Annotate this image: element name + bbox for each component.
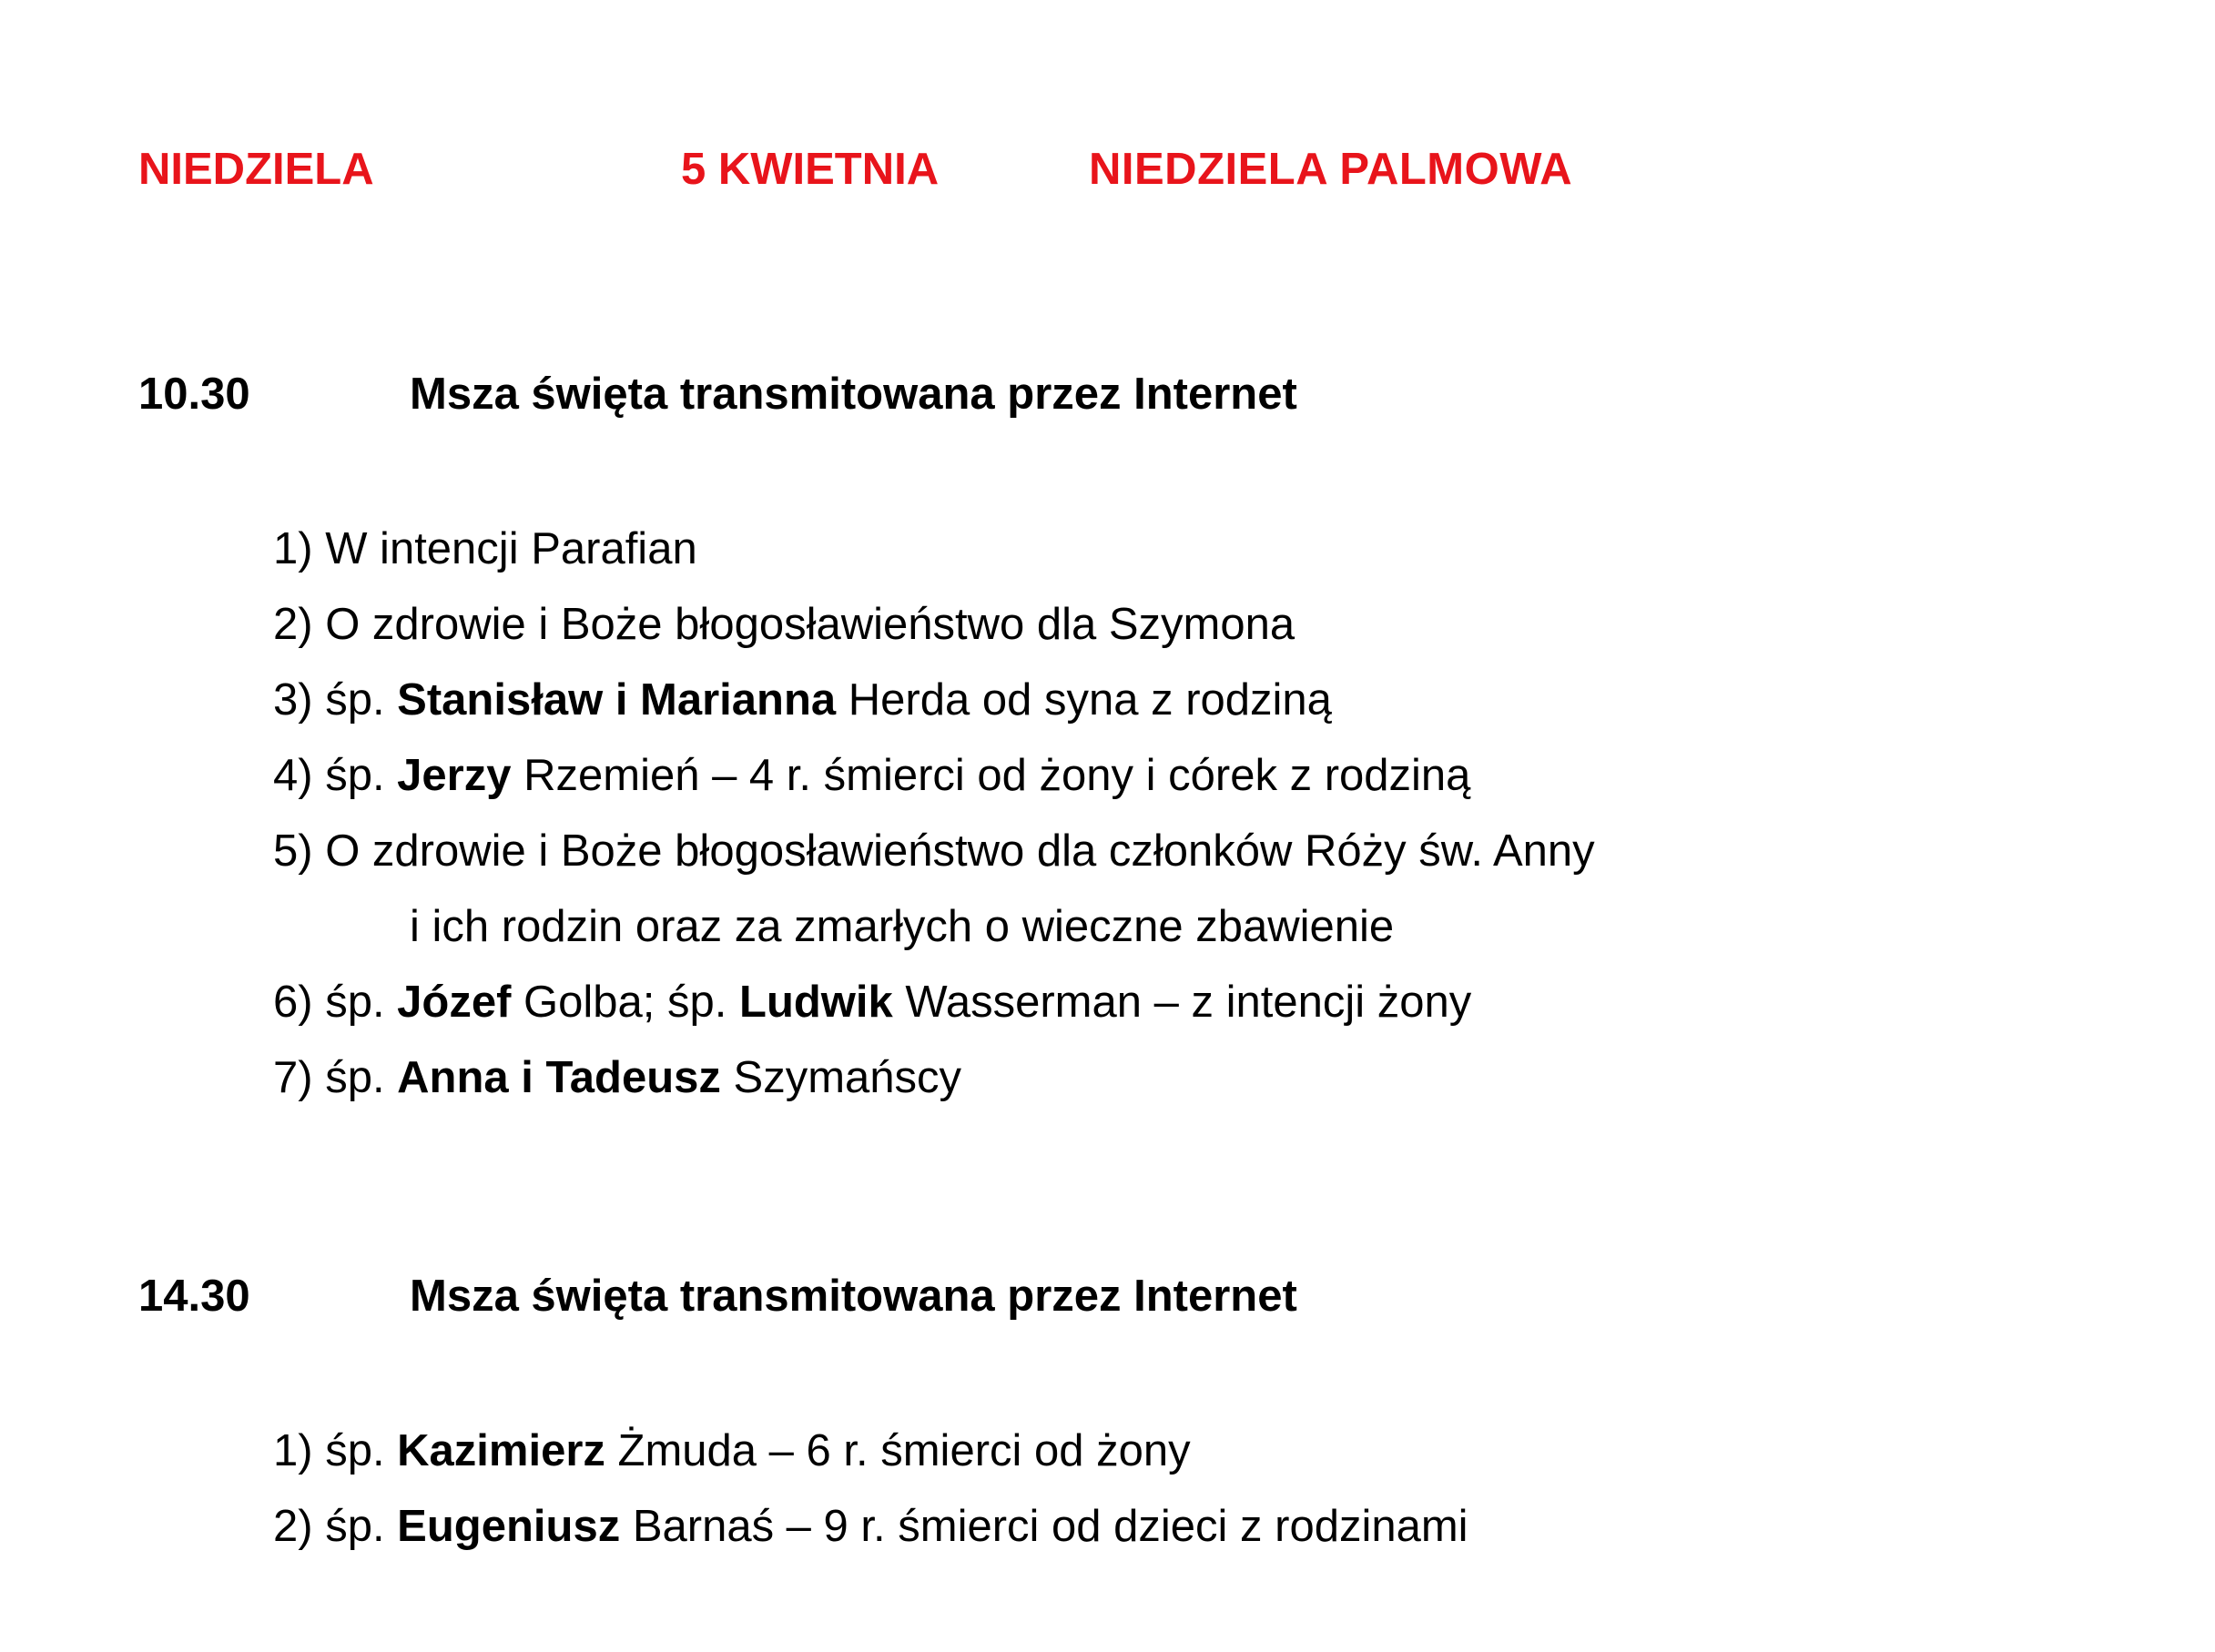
mass-title: Msza święta transmitowana przez Internet — [410, 370, 1297, 419]
list-item: 2) śp. Eugeniusz Barnaś – 9 r. śmierci od dzieci z rodzinami — [273, 1502, 1468, 1551]
list-item: 7) śp. Anna i Tadeusz Szymańscy — [273, 1053, 962, 1102]
list-item: 1) W intencji Parafian — [273, 524, 697, 573]
mass-time: 10.30 — [138, 370, 250, 419]
list-item: 4) śp. Jerzy Rzemień – 4 r. śmierci od żony i córek z rodziną — [273, 751, 1471, 800]
list-item: 2) O zdrowie i Boże błogosławieństwo dla Szymona — [273, 600, 1295, 649]
list-item: 1) śp. Kazimierz Żmuda – 6 r. śmierci od żony — [273, 1426, 1191, 1475]
list-item: 6) śp. Józef Golba; śp. Ludwik Wasserman – z intencji żony — [273, 978, 1472, 1027]
day-header — [0, 144, 2215, 208]
feast-name: NIEDZIELA PALMOWA — [1089, 145, 1573, 194]
list-item: 3) śp. Stanisław i Marianna Herda od syna z rodziną — [273, 675, 1332, 725]
intentions-list-2 — [273, 1414, 1468, 1565]
intentions-list-1 — [273, 512, 1595, 1116]
mass-time: 14.30 — [138, 1272, 250, 1321]
day-name: NIEDZIELA — [138, 145, 374, 194]
date-label: 5 KWIETNIA — [681, 145, 940, 194]
list-item-continuation: i ich rodzin oraz za zmarłych o wieczne zbawienie — [410, 902, 1395, 951]
list-item: 5) O zdrowie i Boże błogosławieństwo dla członków Róży św. Anny — [273, 826, 1595, 876]
mass-title: Msza święta transmitowana przez Internet — [410, 1272, 1297, 1321]
